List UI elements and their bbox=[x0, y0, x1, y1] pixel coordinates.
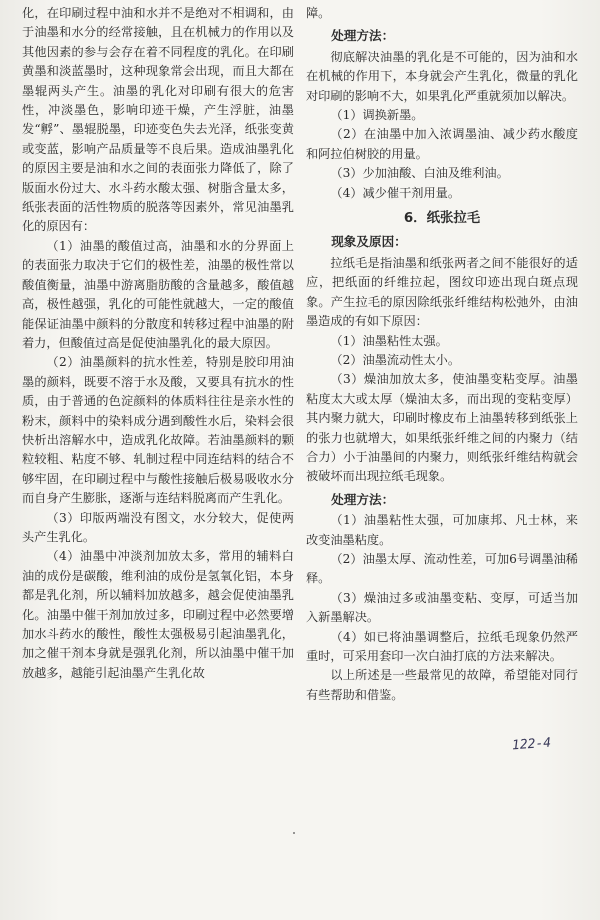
subsection-heading: 处理方法： bbox=[331, 491, 395, 507]
paragraph: 以上所述是一些最常见的故障，希望能对同行有些帮助和借鉴。 bbox=[306, 668, 578, 702]
paragraph: （4）减少催干剂用量。 bbox=[330, 185, 461, 200]
paragraph: 拉纸毛是指油墨和纸张两者之间不能很好的适应，把纸面的纤维拉起，图纹印迹出现白斑点现象。产生拉毛的原因除纸张纤维结构松弛外，由油墨造成的有如下原因： bbox=[306, 255, 578, 329]
paragraph: （2）油墨太厚、流动性差，可加6号调墨油稀释。 bbox=[306, 551, 578, 586]
paragraph: （1）调换新墨。 bbox=[330, 108, 424, 123]
paragraph: （2）在油墨中加入浓调墨油、减少药水酸度和阿拉伯树胶的用量。 bbox=[306, 127, 578, 161]
paragraph: （3）少加油酸、白油及维利油。 bbox=[330, 166, 509, 181]
paragraph: （4）油墨中冲淡剂加放太多，常用的辅料白油的成份是碳酸，维利油的成份是氢氧化铝，本身都是乳化剂，所以辅料加放越多，越会促使油墨乳化。油墨中催干剂加放过多，印刷过程中必然要增加水斗药水的酸性，酸性太强极易引起油墨乳化，加之催干剂本身就是强乳化剂，所以油墨中催干加放越多，越能引起油墨产生乳化故 bbox=[22, 549, 294, 680]
paragraph: （2）油墨颜料的抗水性差，特别是胶印用油墨的颜料，既要不溶于水及酸，又要具有抗水的性质，由于普通的色淀颜料的体质料往往是亲水性的粉末，颜料中的染料成分遇到酸性水后，染料会很快析出溶解水中，造成乳化故障。若油墨颜料的颗粒较粗、粘度不够、轧制过程中同连结料的结合不够牢固，在印刷过程中与酸性接触后极易吸收水分而自身产生膨胀，逐渐与连结料脱离而产生乳化。 bbox=[22, 355, 294, 506]
paragraph: （1）油墨的酸值过高，油墨和水的分界面上的表面张力取决于它们的极性差，油墨的极性常以酸值衡量，油墨中游离脂肪酸的含量越多，酸值越高，极性越强，乳化的可能性就越大，一定的酸值能保证油墨中颜料的分散度和转移过程中油墨的附着力，但酸值过高是促使油墨乳化的最大原因。 bbox=[22, 238, 294, 350]
right-column bbox=[306, 4, 578, 705]
section-heading: 6．纸张拉毛 bbox=[403, 211, 481, 227]
subsection-heading: 处理方法： bbox=[331, 28, 395, 44]
paragraph: （3）燥油加放太多，使油墨变粘变厚。油墨粘度太大或太厚（燥油太多，而出现的变粘变厚）其内聚力就大，印刷时橡皮布上油墨转移到纸张上的张力也就增大，如果纸张纤维之间的内聚力（结合力）小于油墨间的内聚力，则纸张纤维结构就会被破坏而出现拉纸毛现象。 bbox=[306, 372, 578, 484]
paragraph: 化，在印刷过程中油和水并不是绝对不相调和，由于油墨和水分的经常接触，且在机械力的作用以及其他因素的参与会存在着不同程度的乳化。在印刷黄墨和淡蓝墨时，这种现象常会出现，而且大都在墨辊两头产生。油墨的乳化对印刷有很大的危害性，冲淡墨色，影响印迹干燥，产生浮脏，油墨发“孵”、墨辊脱墨，印迹变色失去光泽，纸张变黄或变蓝，影响产品质量等不良后果。造成油墨乳化的原因主要是油和水之间的表面张力降低了，除了版面水份过大、水斗药水酸太强、树脂含量太多，纸张表面的活性物质的脱落等因素外，常见油墨乳化的原因有： bbox=[22, 6, 294, 234]
handwritten-page-note: 122-4 bbox=[511, 735, 552, 754]
paragraph: （4）如已将油墨调整后，拉纸毛现象仍然严重时，可采用套印一次白油打底的方法来解决。 bbox=[306, 629, 578, 663]
paragraph: （3）印版两端没有图文，水分较大，促使两头产生乳化。 bbox=[22, 510, 294, 544]
paragraph: （1）油墨粘性太强，可加康邦、凡士林，来改变油墨粘度。 bbox=[306, 513, 578, 547]
paragraph: （2）油墨流动性太小。 bbox=[330, 352, 461, 367]
left-column bbox=[22, 4, 294, 683]
subsection-heading: 现象及原因： bbox=[331, 234, 407, 250]
paragraph: （1）油墨粘性太强。 bbox=[330, 333, 448, 348]
paragraph: 障。 bbox=[306, 6, 331, 20]
paragraph: （3）燥油过多或油墨变粘、变厚，可适当加入新墨解决。 bbox=[306, 590, 578, 625]
paragraph: 彻底解决油墨的乳化是不可能的，因为油和水在机械的作用下，本身就会产生乳化，微量的乳化对印刷的影响不大，如果乳化严重就须加以解决。 bbox=[306, 49, 578, 103]
speck bbox=[293, 832, 295, 834]
